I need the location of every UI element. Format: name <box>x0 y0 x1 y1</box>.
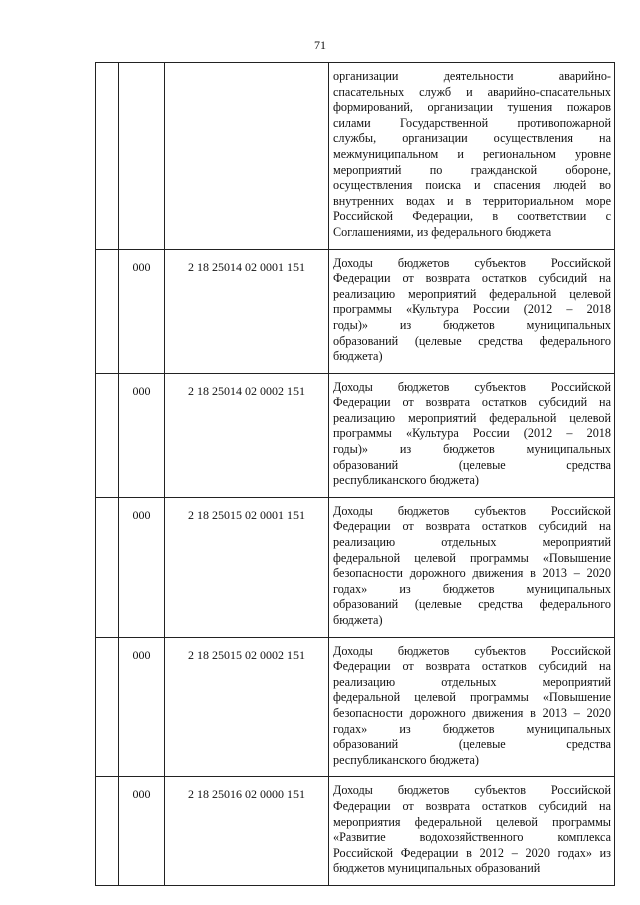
table-row <box>96 497 615 637</box>
description-line: Доходы бюджетов субъектов Российской <box>333 379 611 394</box>
budget-code-cell: 2 18 25016 02 0000 151 <box>165 777 329 886</box>
admin-code-cell: 000 <box>119 777 165 886</box>
budget-code-cell: 2 18 25015 02 0002 151 <box>165 637 329 777</box>
description-line: Федерации от возврата остатков субсидий на <box>333 659 611 674</box>
budget-code-cell: 2 18 25014 02 0001 151 <box>165 249 329 373</box>
table-row <box>96 63 615 250</box>
description-line: внутренних водах и в территориальном море <box>333 193 611 208</box>
description-line: Доходы бюджетов субъектов Российской <box>333 255 611 270</box>
description-line: реализацию отдельных мероприятий <box>333 535 611 550</box>
description-line: Федерации от возврата остатков субсидий на <box>333 519 611 534</box>
table-body <box>96 63 615 886</box>
description-line: организации деятельности аварийно- <box>333 69 611 83</box>
description-line: Федерации от возврата остатков субсидий на <box>333 798 611 813</box>
description-line: образований (целевые средства федерального <box>333 597 611 612</box>
admin-code-cell: 000 <box>119 249 165 373</box>
table-row <box>96 637 615 777</box>
description-line: образований (целевые средства федерального <box>333 333 611 348</box>
description-line: бюджета) <box>333 349 383 364</box>
table-row <box>96 373 615 497</box>
table-row <box>96 249 615 373</box>
description-line: Российской Федерации в 2012 – 2020 годах» из <box>333 845 611 860</box>
description-line: Соглашениями, из федерального бюджета <box>333 224 552 239</box>
description-cell <box>329 637 615 777</box>
description-line: реализацию мероприятий федеральной целевой <box>333 410 611 425</box>
description-line: службы, организации осуществления на <box>333 131 611 146</box>
description-line: годах» из бюджетов муниципальных <box>333 581 611 596</box>
description-line: Доходы бюджетов субъектов Российской <box>333 503 611 518</box>
description-line: годы)» из бюджетов муниципальных <box>333 317 611 332</box>
description-line: мероприятия федеральной целевой программы <box>333 814 611 829</box>
description-line: Доходы бюджетов субъектов Российской <box>333 643 611 658</box>
page-number: 71 <box>314 38 326 52</box>
description-line: федеральной целевой программы «Повышение <box>333 550 611 565</box>
description-line: спасательных служб и аварийно-спасательных <box>333 84 611 99</box>
description-line: реализацию отдельных мероприятий <box>333 674 611 689</box>
description-line: республиканского бюджета) <box>333 752 479 767</box>
admin-code-cell: 000 <box>119 497 165 637</box>
budget-classification-table <box>95 62 615 886</box>
description-line: программы «Культура России (2012 – 2018 <box>333 426 611 441</box>
row-number-cell <box>96 63 119 250</box>
row-number-cell <box>96 373 119 497</box>
description-line: межмуниципальном и региональном уровне <box>333 146 611 161</box>
description-line: формирований, организации тушения пожаров <box>333 100 611 115</box>
description-line: бюджетов муниципальных образований <box>333 861 541 876</box>
description-line: федеральной целевой программы «Повышение <box>333 690 611 705</box>
description-line: бюджета) <box>333 613 383 627</box>
budget-code-cell: 2 18 25014 02 0002 151 <box>165 373 329 497</box>
budget-code-cell <box>165 63 329 250</box>
description-line: годах» из бюджетов муниципальных <box>333 721 611 736</box>
description-line: Доходы бюджетов субъектов Российской <box>333 783 611 798</box>
description-cell <box>329 63 615 250</box>
row-number-cell <box>96 637 119 777</box>
description-cell <box>329 373 615 497</box>
budget-code-cell: 2 18 25015 02 0001 151 <box>165 497 329 637</box>
admin-code-cell: 000 <box>119 637 165 777</box>
admin-code-cell: 000 <box>119 373 165 497</box>
row-number-cell <box>96 497 119 637</box>
description-cell <box>329 249 615 373</box>
description-line: годы)» из бюджетов муниципальных <box>333 442 611 457</box>
description-cell <box>329 497 615 637</box>
description-line: Российской Федерации, в соответствии с <box>333 209 611 224</box>
description-line: безопасности дорожного движения в 2013 – 2020 <box>333 705 611 720</box>
description-line: республиканского бюджета) <box>333 473 479 488</box>
description-line: «Развитие водохозяйственного комплекса <box>333 830 611 845</box>
description-line: образований (целевые средства <box>333 737 611 752</box>
description-line: программы «Культура России (2012 – 2018 <box>333 302 611 317</box>
description-line: Федерации от возврата остатков субсидий на <box>333 271 611 286</box>
description-line: мероприятий по гражданской обороне, <box>333 162 611 177</box>
description-line: осуществления поиска и спасения людей во <box>333 178 611 193</box>
description-line: силами Государственной противопожарной <box>333 115 611 130</box>
admin-code-cell <box>119 63 165 250</box>
row-number-cell <box>96 777 119 886</box>
row-number-cell <box>96 249 119 373</box>
description-line: безопасности дорожного движения в 2013 – 2020 <box>333 566 611 581</box>
description-line: Федерации от возврата остатков субсидий на <box>333 395 611 410</box>
description-line: реализацию мероприятий федеральной целевой <box>333 286 611 301</box>
description-cell <box>329 777 615 886</box>
table-row <box>96 777 615 886</box>
description-line: образований (целевые средства <box>333 457 611 472</box>
